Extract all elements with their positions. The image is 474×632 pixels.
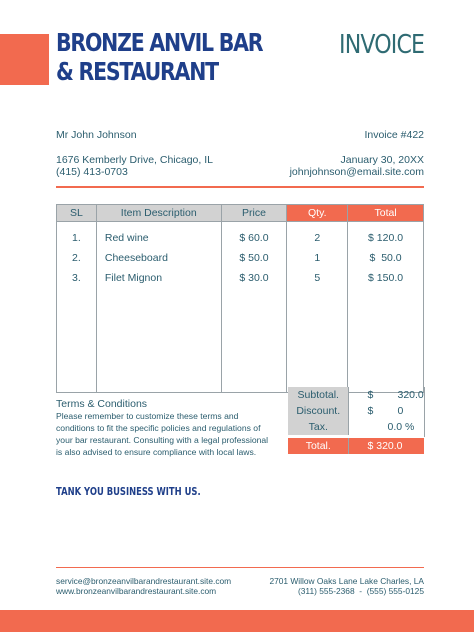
row-qty: 1: [287, 248, 348, 268]
company-name-line1: BRONZE ANVIL BAR: [56, 28, 263, 57]
invoice-number: Invoice #422: [364, 129, 424, 141]
invoice-date: January 30, 20XX: [340, 154, 424, 166]
subtotal-currency: $: [367, 389, 374, 401]
divider-top: [56, 186, 424, 188]
customer-address: 1676 Kemberly Drive, Chicago, IL: [56, 154, 213, 166]
table-row: [57, 222, 424, 249]
customer-name: Mr John Johnson: [56, 129, 137, 141]
header-price: Price: [221, 205, 287, 222]
empty-cell: [348, 288, 424, 393]
terms-title: Terms & Conditions: [56, 398, 148, 410]
table-header-row: [57, 205, 424, 222]
subtotal-value: [349, 387, 424, 403]
tax-row: [288, 419, 424, 435]
row-qty: 5: [287, 268, 348, 288]
table-row: [57, 268, 424, 288]
row-price: $ 60.0: [221, 222, 287, 249]
table-row: [57, 248, 424, 268]
discount-label: Discount.: [288, 403, 349, 419]
discount-amount: 0: [397, 405, 404, 417]
footer-website: www.bronzeanvilbarandrestaurant.site.com: [56, 586, 217, 596]
empty-cell: [57, 288, 97, 393]
row-sl: 1.: [57, 222, 97, 249]
footer-address: 2701 Willow Oaks Lane Lake Charles, LA: [269, 576, 424, 586]
empty-cell: [96, 288, 221, 393]
terms-body: Please remember to customize these terms and conditions to fit the specific policies and regulations of your bar restaurant. Consulting with a legal professional is also advised to ensure compliance with local laws.: [56, 411, 269, 457]
footer-accent-bar: [0, 610, 474, 632]
invoice-title: INVOICE: [338, 30, 424, 60]
empty-cell: [221, 288, 287, 393]
tax-amount: 0.0 %: [387, 421, 415, 433]
items-table: [56, 204, 424, 393]
row-sl: 3.: [57, 268, 97, 288]
footer-email: service@bronzeanvilbarandrestaurant.site.com: [56, 576, 232, 586]
footer-phones: (311) 555-2368 - (555) 555-0125: [297, 586, 424, 596]
total-value: [349, 438, 424, 454]
thank-you-note: TANK YOU BUSINESS WITH US.: [56, 486, 201, 498]
discount-value: [349, 403, 424, 419]
header-qty: Qty.: [287, 205, 348, 222]
company-name: [56, 28, 263, 86]
discount-currency: $: [367, 405, 374, 417]
row-description: Filet Mignon: [96, 268, 221, 288]
header-accent-bar: [0, 34, 49, 85]
row-total: $ 150.0: [348, 268, 424, 288]
subtotal-label: Subtotal.: [288, 387, 349, 403]
total-label: Total.: [288, 438, 349, 454]
row-description: Cheeseboard: [96, 248, 221, 268]
row-total: $ 50.0: [348, 248, 424, 268]
row-price: $ 30.0: [221, 268, 287, 288]
totals-block: [288, 387, 424, 454]
customer-email: johnjohnson@email.site.com: [289, 166, 424, 178]
divider-footer: [56, 567, 424, 568]
total-amount: 320.0: [376, 440, 403, 452]
subtotal-amount: 320.0: [397, 389, 424, 401]
table-empty-space: [57, 288, 424, 393]
discount-row: [288, 403, 424, 419]
total-currency: $: [367, 440, 374, 452]
header-total: Total: [348, 205, 424, 222]
row-price: $ 50.0: [221, 248, 287, 268]
tax-label: Tax.: [288, 419, 349, 435]
row-description: Red wine: [96, 222, 221, 249]
row-sl: 2.: [57, 248, 97, 268]
company-name-line2: & RESTAURANT: [56, 57, 218, 86]
row-qty: 2: [287, 222, 348, 249]
customer-phone: (415) 413-0703: [56, 166, 128, 178]
header-sl: SL: [57, 205, 97, 222]
tax-value: [349, 419, 424, 435]
subtotal-row: [288, 387, 424, 403]
header-description: Item Description: [96, 205, 221, 222]
row-total: $ 120.0: [348, 222, 424, 249]
empty-cell: [287, 288, 348, 393]
total-row: [288, 438, 424, 454]
